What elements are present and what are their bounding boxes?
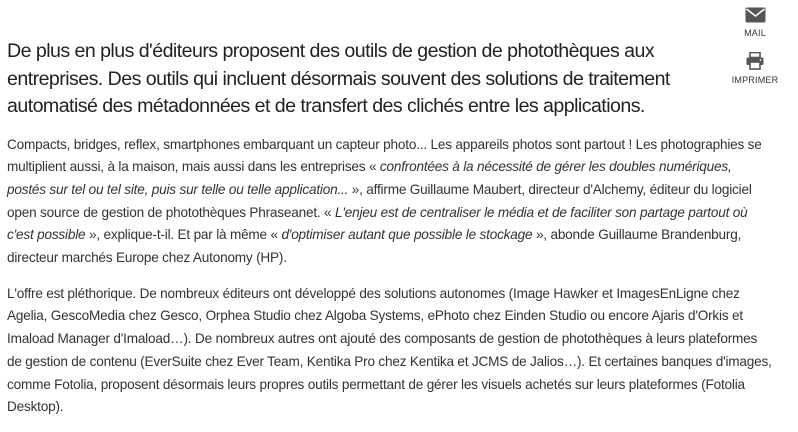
article-paragraph-2: L'offre est pléthorique. De nombreux éditeurs ont développé des solutions autonomes (Image Hawker et ImagesEnLigne chez Agelia, GescoMedia chez Gesco, Orphea Studio chez Algoba Systems, ePhoto chez Einden Studio ou encore Ajaris d'Orkis et Imaload Manager d'Imaload…). De nombreux autres ont ajouté des composants de gestion de photothèques à leurs plateformes de gestion de contenu (EverSuite chez Ever Team, Kentika Pro chez Kentika et JCMS de Jalios…). Et certaines banques d'images, comme Fotolia, proposent désormais leurs propres outils permettant de gérer les visuels achetés sur leurs plateformes (Fotolia Desktop). (7, 285, 772, 415)
p1-text-2: », affirme Guillaume Maubert, directeur d'Alchemy, éditeur du logiciel open source de gestion de photothèques Phraseanet. « (7, 181, 752, 220)
printer-icon (746, 52, 764, 70)
envelope-icon (745, 7, 766, 23)
p1-text-1: Compacts, bridges, reflex, smartphones embarquant un capteur photo... Les appareils photos sont partout ! Les photographies se multiplient aussi, à la maison, mais aussi dans les entreprises « (7, 136, 762, 175)
article-paragraph-1 (7, 134, 772, 270)
p1-quote-1: confrontées à la nécessité de gérer les doubles numériques, postés sur tel ou tel site, puis sur telle ou telle application... (7, 159, 732, 197)
p1-quote-3: d'optimiser autant que possible le stockage (281, 227, 533, 243)
p1-text-4: », abonde Guillaume Brandenburg, directeur marchés Europe chez Autonomy (HP). (7, 227, 742, 266)
mail-label: MAIL (744, 28, 766, 38)
p1-quote-2: L'enjeu est de centraliser le média et de faciliter son partage partout où c'est possible (7, 204, 748, 243)
mail-button[interactable] (727, 7, 783, 38)
article-lead: De plus en plus d'éditeurs proposent des outils de gestion de photothèques aux entreprises. Des outils qui incluent désormais souvent des solutions de traitement automatisé des métadonnées et de transfert des clichés entre les applications. (7, 40, 670, 117)
print-button[interactable] (727, 52, 783, 85)
p1-text-3: », explique-t-il. Et par là même « (85, 227, 282, 243)
print-label: IMPRIMER (731, 75, 779, 85)
share-tools (727, 0, 783, 85)
